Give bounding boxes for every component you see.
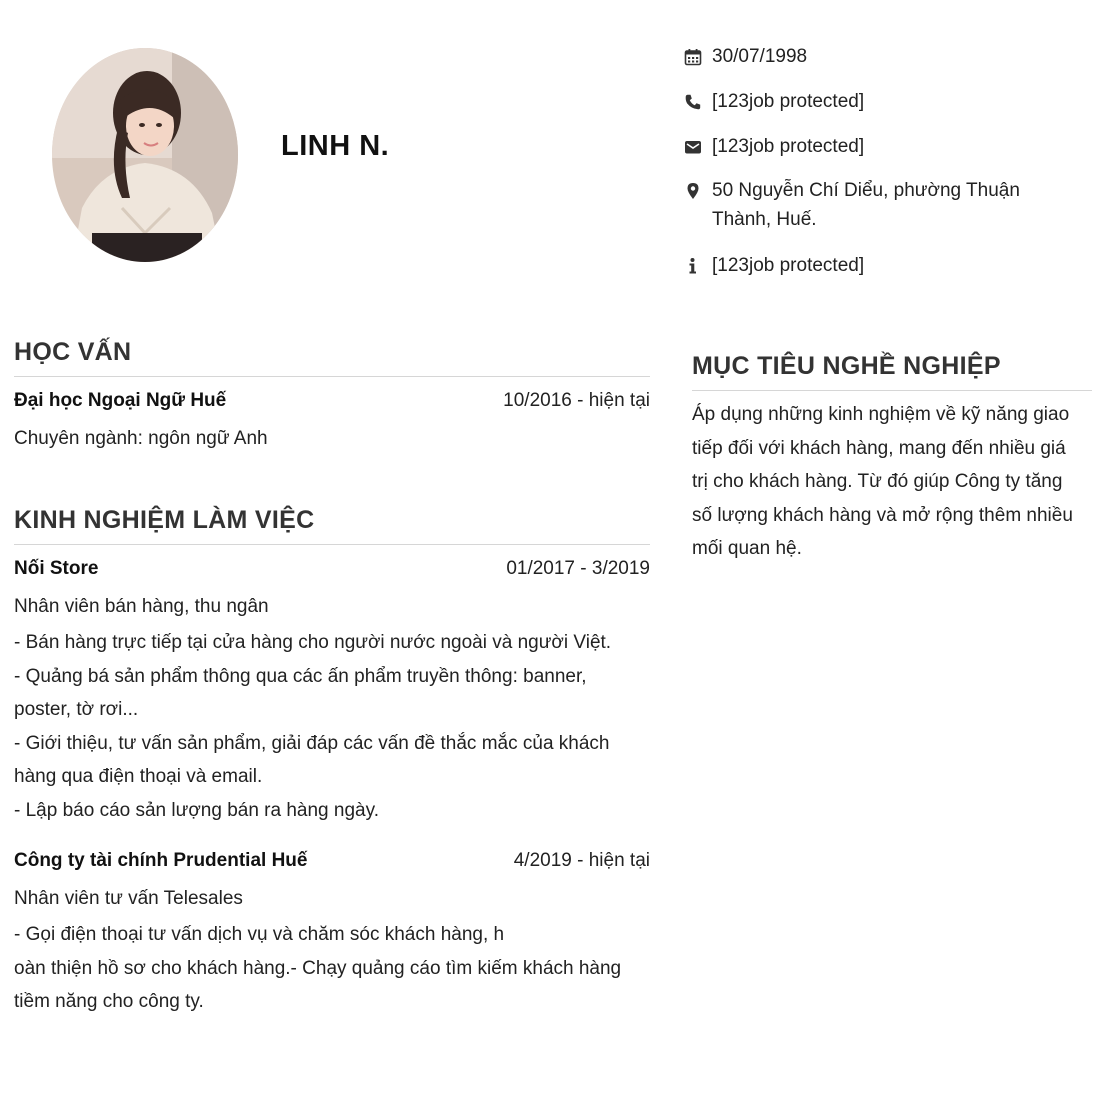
- description-line: - Lập báo cáo sản lượng bán ra hàng ngày.: [14, 799, 379, 821]
- education-section: [14, 338, 650, 452]
- objective-line: mối quan hệ.: [692, 538, 802, 559]
- contact-email: [684, 132, 1084, 161]
- experience-title: KINH NGHIỆM LÀM VIỆC: [14, 506, 650, 545]
- school-name: Đại học Ngoại Ngữ Huế: [14, 390, 227, 411]
- description-line: tiềm năng cho công ty.: [14, 991, 204, 1012]
- experience-entry-header: [14, 556, 650, 582]
- objective-section: [692, 352, 1092, 566]
- education-major: Chuyên ngành: ngôn ngữ Anh: [14, 428, 268, 449]
- experience-entry-header: [14, 848, 650, 874]
- job-position: Nhân viên tư vấn Telesales: [14, 888, 243, 909]
- objective-line: Áp dụng những kinh nghiệm về kỹ năng giao: [692, 404, 1070, 425]
- description-line: - Giới thiệu, tư vấn sản phẩm, giải đáp các vấn đề thắc mắc của khách: [14, 732, 610, 754]
- description-line: - Quảng bá sản phẩm thông qua các ấn phẩm truyền thông: banner,: [14, 665, 587, 687]
- objective-title: MỤC TIÊU NGHỀ NGHIỆP: [692, 352, 1092, 391]
- experience-date: 4/2019 - hiện tại: [513, 850, 650, 871]
- objective-line: số lượng khách hàng và mở rộng thêm nhiều: [692, 504, 1073, 526]
- info-icon: [684, 257, 702, 275]
- job-description: [14, 626, 650, 827]
- phone-value: [123job protected]: [712, 91, 865, 112]
- experience-entry: [14, 848, 650, 1019]
- experience-section: [14, 506, 650, 1019]
- contact-address: [684, 176, 1084, 234]
- email-value: [123job protected]: [712, 136, 865, 157]
- phone-icon: [684, 93, 702, 111]
- address-line-1: 50 Nguyễn Chí Diểu, phường Thuận: [712, 180, 1020, 201]
- contact-info-extra: [684, 251, 1084, 280]
- profile-photo: [52, 48, 238, 262]
- contact-dob: [684, 42, 1084, 71]
- education-date: 10/2016 - hiện tại: [503, 390, 650, 411]
- envelope-icon: [684, 138, 702, 156]
- map-marker-icon: [684, 182, 702, 200]
- experience-entry: [14, 556, 650, 827]
- description-line: - Bán hàng trực tiếp tại cửa hàng cho người nước ngoài và người Việt.: [14, 632, 612, 653]
- address-line-2: Thành, Huế.: [712, 209, 817, 230]
- education-entry-header: [14, 388, 650, 414]
- description-line: poster, tờ rơi...: [14, 699, 139, 720]
- description-line: oàn thiện hồ sơ cho khách hàng.- Chạy quảng cáo tìm kiếm khách hàng: [14, 957, 622, 979]
- objective-line: tiếp đối với khách hàng, mang đến nhiều giá: [692, 437, 1066, 459]
- calendar-icon: [684, 48, 702, 66]
- avatar: [52, 48, 238, 262]
- experience-date: 01/2017 - 3/2019: [506, 558, 650, 579]
- education-title: HỌC VẤN: [14, 338, 650, 377]
- candidate-name: LINH N.: [281, 130, 390, 162]
- company-name: Nối Store: [14, 558, 99, 579]
- info-value: [123job protected]: [712, 255, 865, 276]
- objective-text: [692, 398, 1092, 566]
- description-line: - Gọi điện thoại tư vấn dịch vụ và chăm sóc khách hàng, h: [14, 924, 505, 945]
- job-position: Nhân viên bán hàng, thu ngân: [14, 596, 269, 617]
- contact-phone: [684, 87, 1084, 116]
- description-line: hàng qua điện thoại và email.: [14, 766, 263, 787]
- job-description: [14, 918, 650, 1019]
- objective-line: trị cho khách hàng. Từ đó giúp Công ty tăng: [692, 471, 1063, 492]
- dob-value: 30/07/1998: [712, 46, 808, 67]
- company-name: Công ty tài chính Prudential Huế: [14, 850, 308, 871]
